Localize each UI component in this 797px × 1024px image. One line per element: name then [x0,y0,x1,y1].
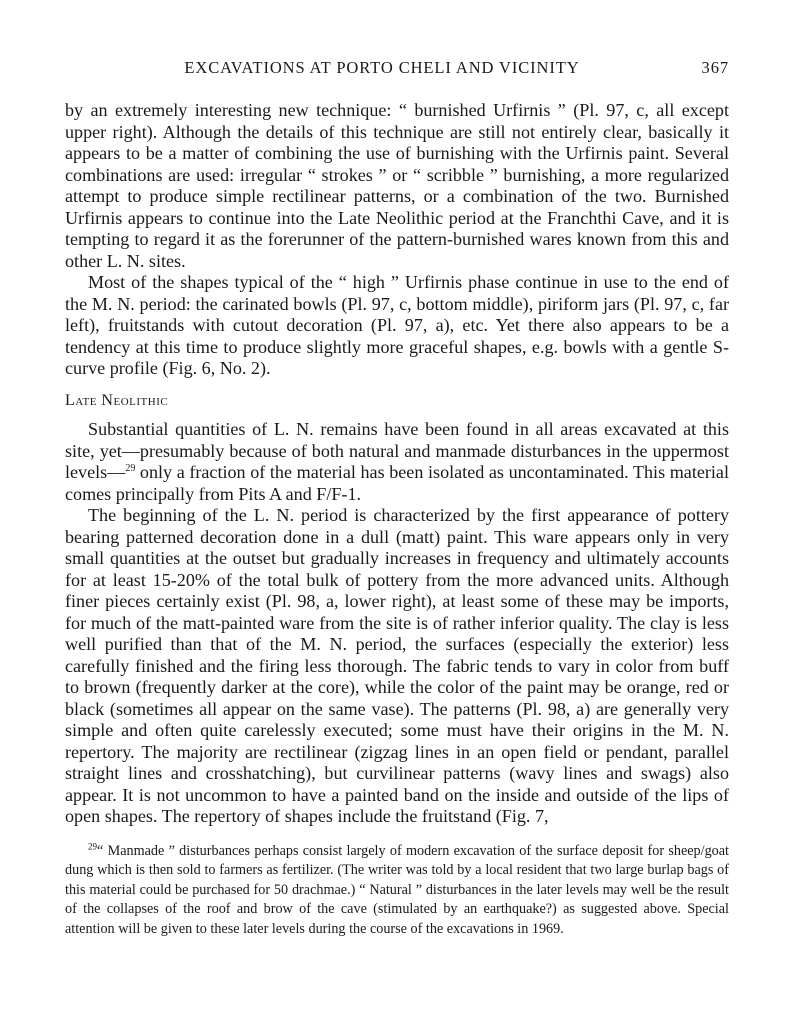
footnote-number: 29 [88,840,97,851]
footnote-reference: 29 [125,462,136,474]
running-title: EXCAVATIONS AT PORTO CHELI AND VICINITY [184,58,580,77]
section-heading-late-neolithic: Late Neolithic [65,391,169,409]
paragraph-matt-painted-ware: The beginning of the L. N. period is characterized by the first appearance of pottery bearing patterned decoration done in a dull (matt) paint. This ware appears only in very small quantities at the outset but gradually increases in frequency and ultimately accounts for at least 15-20% of the total bulk of pottery from the more advanced units. Although finer pieces certainly exist (Pl. 98, a, lower right), at least some of these may be imports, for much of the matt-painted ware from the site is of rather inferior quality. The clay is less well purified than that of the M. N. period, the surfaces (especially the exterior) less carefully finished and the firing less thorough. The fabric tends to vary in color from buff to brown (frequently darker at the core), while the color of the paint may be orange, red or black (sometimes all appear on the same vase). The patterns (Pl. 98, a) are generally very simple and often quite carelessly executed; some must have their origins in the M. N. repertory. The majority are rectilinear (zigzag lines in an open field or pendant, parallel straight lines and crosshatching), but curvilinear patterns (wavy lines and swags) also appear. It is not uncommon to have a painted band on the inside and outside of the lips of open shapes. The repertory of shapes include the fruitstand (Fig. 7, [65,505,729,826]
footnote [65,842,729,940]
footnote-text: “ Manmade ” disturbances perhaps consist largely of modern excavation of the surface deposit for sheep/goat dung which is then sold to farmers as fertilizer. (The writer was told by a local resident that two large burlap bags of this material could be purchased for 50 drachmae.) “ Natural ” disturbances in the later levels may well be the result of the collapses of the roof and brow of the cave (stimulated by an earthquake?) as suggested above. Special attention will be given to these later levels during the course of the excavations in 1969. [65,842,729,937]
paragraph-ln-remains [65,419,729,505]
paragraph-ln-remains-text-continued: only a fraction of the material has been isolated as uncontaminated. This material comes principally from Pits A and F/F-1. [65,462,729,504]
paragraph-burnished-urfirnis: by an extremely interesting new technique: “ burnished Urfirnis ” (Pl. 97, c, all except upper right). Although the details of this technique are still not entirely clear, basically it appears to be a matter of combining the use of burnishing with the Urfirnis paint. Several combinations are used: irregular “ strokes ” or “ scribble ” burnishing, a more regularized attempt to produce simple rectilinear patterns, or a combination of the two. Burnished Urfirnis appears to continue into the Late Neolithic period at the Franchthi Cave, and it is tempting to regard it as the forerunner of the pattern-burnished wares known from this and other L. N. sites. [65,100,729,271]
paragraph-mn-shapes: Most of the shapes typical of the “ high ” Urfirnis phase continue in use to the end of the M. N. period: the carinated bowls (Pl. 97, c, bottom middle), piriform jars (Pl. 97, c, far left), fruitstands with cutout decoration (Pl. 97, a), etc. Yet there also appears to be a tendency at this time to produce slightly more graceful shapes, e.g. bowls with a gentle S-curve profile (Fig. 6, No. 2). [65,272,729,378]
paragraph-ln-remains-text: Substantial quantities of L. N. remains have been found in all areas excavated at this site, yet—presumably because of both natural and manmade disturbances in the uppermost levels— [65,419,729,482]
page [65,58,729,953]
running-head [65,58,729,82]
page-number: 367 [701,58,729,77]
